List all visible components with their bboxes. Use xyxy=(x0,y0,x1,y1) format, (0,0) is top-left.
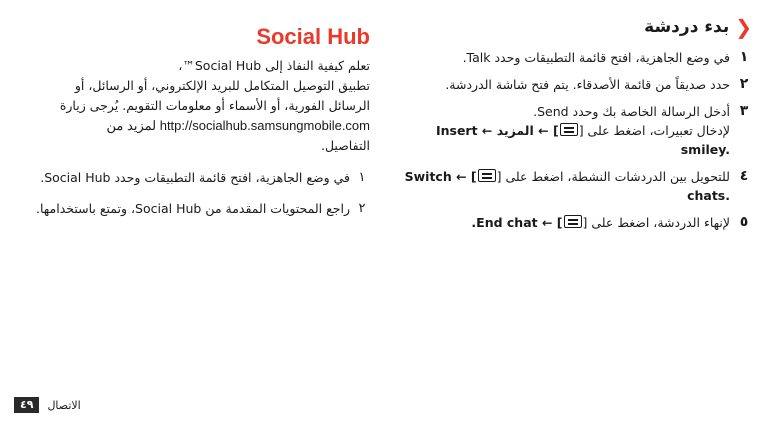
step-text: في وضع الجاهزية، افتح قائمة التطبيقات وحدد Talk. xyxy=(462,50,730,65)
step-note xyxy=(400,121,730,140)
step-note-cont: smiley. xyxy=(680,142,730,157)
chat-step-5 xyxy=(400,213,752,232)
hub-step-1 xyxy=(22,168,370,187)
intro-line: الرسائل الفورية، أو الأسماء أو معلومات التقويم. يُرجى زيارة xyxy=(59,98,370,113)
menu-key-icon xyxy=(560,123,578,136)
hub-step-2 xyxy=(22,199,370,218)
chat-step-1 xyxy=(400,48,752,67)
chat-step-4 xyxy=(400,167,752,205)
page-number: ٤٩ xyxy=(14,397,39,413)
step-number: ٤ xyxy=(739,168,749,184)
step-number: ٢ xyxy=(739,76,749,92)
step-text-part-b: ] ← End chat. xyxy=(471,215,563,230)
chat-heading xyxy=(400,14,752,40)
chat-title: بدء دردشة xyxy=(644,17,730,37)
intro-line: تطبيق التوصيل المتكامل للبريد الإلكتروني، أو الرسائل، أو xyxy=(74,78,370,93)
step-number: ١ xyxy=(358,170,366,185)
intro-line: التفاصيل. xyxy=(320,138,370,153)
step-note-part-a: لإدخال تعبيرات، اضغط على [ xyxy=(578,123,730,138)
step-text: أدخل الرسالة الخاصة بك وحدد Send. xyxy=(533,104,730,119)
step-text-cont: chats. xyxy=(687,188,730,203)
social-hub-intro xyxy=(22,56,370,156)
step-text: في وضع الجاهزية، افتح قائمة التطبيقات وحدد Social Hub. xyxy=(40,170,350,185)
step-text-part-a: لإنهاء الدردشة، اضغط على [ xyxy=(582,215,730,230)
step-number: ١ xyxy=(739,49,749,65)
menu-key-icon xyxy=(564,215,582,228)
social-hub-title: Social Hub xyxy=(256,24,370,49)
step-number: ٢ xyxy=(358,201,366,216)
step-text: راجع المحتويات المقدمة من Social Hub، وتمتع باستخدامها. xyxy=(36,201,350,216)
step-note-part-b: ] ← المزيد ← Insert xyxy=(435,123,559,138)
intro-line: تعلم كيفية النفاذ إلى Social Hub™، xyxy=(178,58,370,73)
step-text xyxy=(400,167,730,186)
chevron-icon: ❮ xyxy=(735,15,752,39)
chat-step-3 xyxy=(400,102,752,159)
step-text xyxy=(400,213,730,232)
step-number: ٣ xyxy=(739,103,749,119)
section-label: الاتصال xyxy=(47,398,81,412)
chat-section xyxy=(400,14,752,232)
step-number: ٥ xyxy=(739,214,749,230)
step-text-part-b: ] ← Switch xyxy=(404,169,477,184)
social-hub-section xyxy=(22,22,370,218)
intro-url-line: http://socialhub.samsungmobile.com لمزيد من xyxy=(106,118,370,133)
chat-step-2 xyxy=(400,75,752,94)
step-text-part-a: للتحويل بين الدردشات النشطة، اضغط على [ xyxy=(496,169,730,184)
page-footer xyxy=(14,397,81,413)
step-text: حدد صديقاً من قائمة الأصدقاء. يتم فتح شاشة الدردشة. xyxy=(445,77,730,92)
menu-key-icon xyxy=(478,169,496,182)
